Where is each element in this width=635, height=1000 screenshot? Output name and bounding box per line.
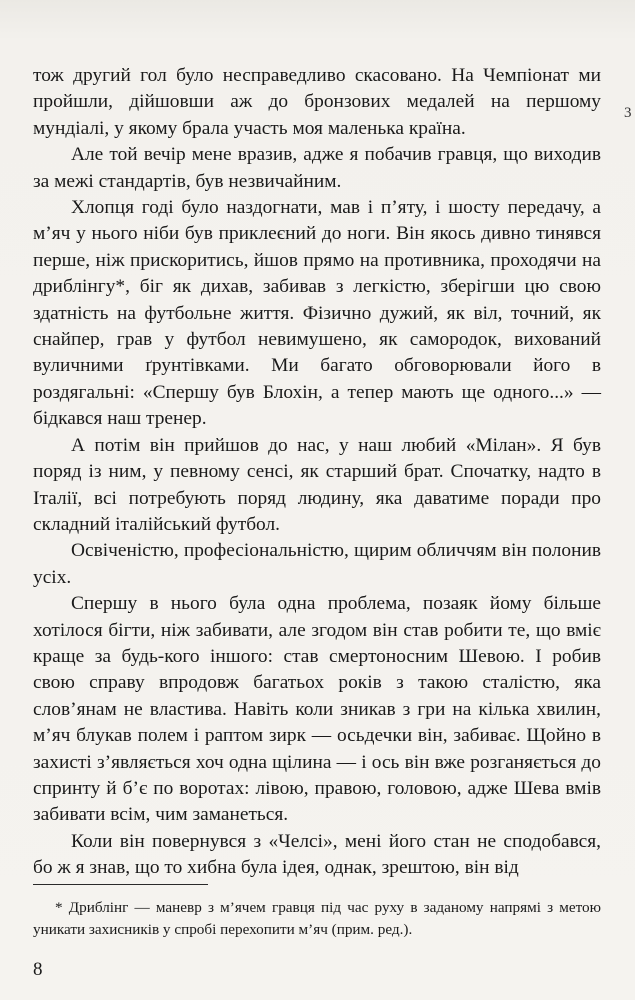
paragraph-1: тож другий гол було несправедливо скасовано. На Чемпіонат ми пройшли, дійшовши аж до бронзових медалей на першому мундіалі, у якому брала участь моя маленька країна. [33,65,601,139]
page-number: 8 [33,959,43,980]
main-text [33,63,601,882]
paragraph-6: Спершу в нього була одна проблема, позаяк йому більше хотілося бігти, ніж забивати, але згодом він став робити те, що вміє краще за будь-кого іншого: став смертоносним Шевою. І робив свою справу впродовж багатьох років з такою сталістю, яка слов’янам не властива. Навіть коли зникав з гри на кілька хвилин, м’яч блукав полем і раптом зирк — осьдечки він, забиває. Щойно в захисті з’являється хоч одна щілина — і ось він вже розганяється до спринту й б’є по воротах: лівою, правою, головою, адже Шева вмів забивати всім, чим заманеться. [33,593,601,826]
footnote-divider [33,884,208,885]
paragraph-2: Але той вечір мене вразив, адже я побачив гравця, що виходив за межі стандартів, був незвичайним. [33,144,601,192]
paragraph-7: Коли він повернувся з «Челсі», мені його стан не сподобався, бо ж я знав, що то хибна була ідея, однак, зрештою, він від [33,830,601,879]
edge-mark: 3 [624,105,632,121]
paragraph-3: Хлопця годі було наздогнати, мав і п’яту, і шосту передачу, а м’яч у нього ніби був приклеєний до ноги. Він якось дивно тинявся перше, ніж прискоритись, йшов прямо на противника, проходячи на дриблінгу*, біг як дихав, забивав з легкістю, зберігши цю свою здатність на футбольне життя. Фізично дужий, як віл, точний, як снайпер, грав у футбол невимушено, як самородок, вихований вуличними ґрунтівками. Ми багато обговорювали його в роздягальні: «Спершу був Блохін, а тепер мають ще одного...» — бідкався наш тренер. [33,197,601,430]
paragraph-5: Освіченістю, професіональністю, щирим обличчям він полонив усіх. [33,540,601,588]
footnote: * Дриблінг — маневр з м’ячем гравця під час руху в заданому напрямі з метою уникати захисників у спробі перехопити м’яч (прим. ред.). [33,899,601,938]
paragraph-4: А потім він прийшов до нас, у наш любий «Мілан». Я був поряд із ним, у певному сенсі, як старший брат. Спочатку, надто в Італії, всі потребують поряд людину, яка даватиме поради про складний італійський футбол. [33,434,601,535]
